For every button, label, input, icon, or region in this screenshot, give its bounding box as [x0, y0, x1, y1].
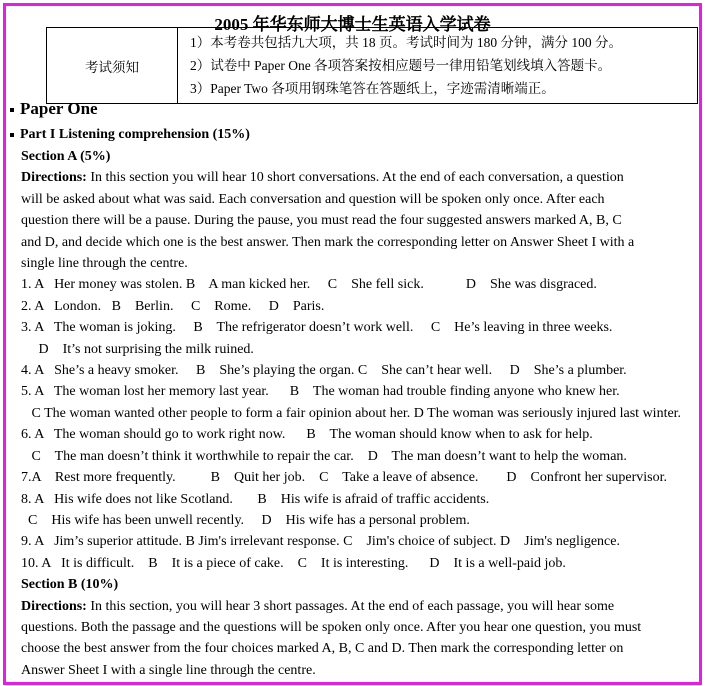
directions-line	[21, 596, 702, 617]
paper-heading	[10, 99, 98, 119]
notice-item: 1）本考卷共包括九大项，共 18 页。考试时间为 180 分钟，满分 100 分。	[190, 35, 622, 50]
question-line: 1. A Her money was stolen. B A man kicked her. C She fell sick. D She was disgraced.	[21, 277, 597, 293]
question-line: 3. A The woman is joking. B The refrigerator doesn’t work well. C He’s leaving in three weeks.	[21, 320, 613, 336]
question-line: 4. A She’s a heavy smoker. B She’s playing the organ. C She can’t hear well. D She’s a plumber.	[21, 363, 627, 379]
question-line: C The woman wanted other people to form a fair opinion about her. D The woman was seriously injured last winter.	[21, 405, 682, 421]
question-line: C His wife has been unwell recently. D His wife has a personal problem.	[21, 512, 470, 528]
directions-label: Directions:	[21, 170, 87, 186]
part-heading	[10, 127, 250, 143]
directions-line: question there will be a pause. During the pause, you must read the four suggested answers marked A, B, C	[21, 213, 622, 229]
directions-line: and D, and decide which one is the best answer. Then mark the corresponding letter on Answer Sheet I with a	[21, 234, 635, 250]
question-line: 10. A It is difficult. B It is a piece of cake. C It is interesting. D It is a well-paid job.	[21, 555, 566, 571]
directions-line: will be asked about what was said. Each conversation and question will be spoken only once. After each	[21, 191, 605, 207]
directions-line: single line through the centre.	[21, 256, 188, 272]
directions-text: In this section, you will hear 3 short passages. At the end of each passage, you will hear some	[86, 598, 615, 614]
notice-item: 3）Paper Two 各项用钢珠笔答在答题纸上，字迹需清晰端正。	[190, 81, 555, 96]
notice-label: 考试须知	[47, 28, 178, 104]
question-line: D It’s not surprising the milk ruined.	[21, 341, 254, 357]
bullet-icon	[10, 133, 14, 137]
document-page	[3, 3, 702, 685]
notice-item: 2）试卷中 Paper One 各项答案按相应题号一律用铅笔划线填入答题卡。	[190, 58, 612, 73]
question-line: 2. A London. B Berlin. C Rome. D Paris.	[21, 298, 325, 314]
question-line: 7.A Rest more frequently. B Quit her job. C Take a leave of absence. D Confront her supervisor.	[21, 470, 667, 486]
paper-heading-text: Paper One	[20, 99, 98, 118]
document-body	[21, 146, 702, 681]
directions-line: choose the best answer from the four choices marked A, B, C and D. Then mark the corresponding letter on	[21, 641, 624, 657]
directions-label: Directions:	[21, 598, 87, 614]
question-line: C The man doesn’t think it worthwhile to repair the car. D The man doesn’t want to help the woman.	[21, 448, 627, 464]
question-line: 5. A The woman lost her memory last year. B The woman had trouble finding anyone who knew her.	[21, 384, 620, 400]
part-heading-text: Part I Listening comprehension (15%)	[20, 127, 250, 142]
bullet-icon	[10, 108, 14, 112]
directions-text: In this section you will hear 10 short conversations. At the end of each conversation, a question	[86, 170, 624, 186]
question-line: 8. A His wife does not like Scotland. B His wife is afraid of traffic accidents.	[21, 491, 490, 507]
section-b-heading: Section B (10%)	[21, 577, 119, 593]
directions-line: Answer Sheet I with a single line through the centre.	[21, 662, 316, 678]
question-line: 6. A The woman should go to work right now. B The woman should know when to ask for help.	[21, 427, 593, 443]
section-a-heading: Section A (5%)	[21, 149, 111, 164]
directions-line	[21, 167, 702, 188]
notice-table	[46, 27, 698, 104]
exam-title: 2005 年华东师大博士生英语入学试卷	[214, 15, 491, 34]
directions-line: questions. Both the passage and the questions will be spoken only once. After you hear one question, you must	[21, 619, 642, 635]
question-line: 9. A Jim’s superior attitude. B Jim's irrelevant response. C Jim's choice of subject. D Jim's negligence.	[21, 534, 620, 550]
notice-items	[178, 28, 698, 104]
